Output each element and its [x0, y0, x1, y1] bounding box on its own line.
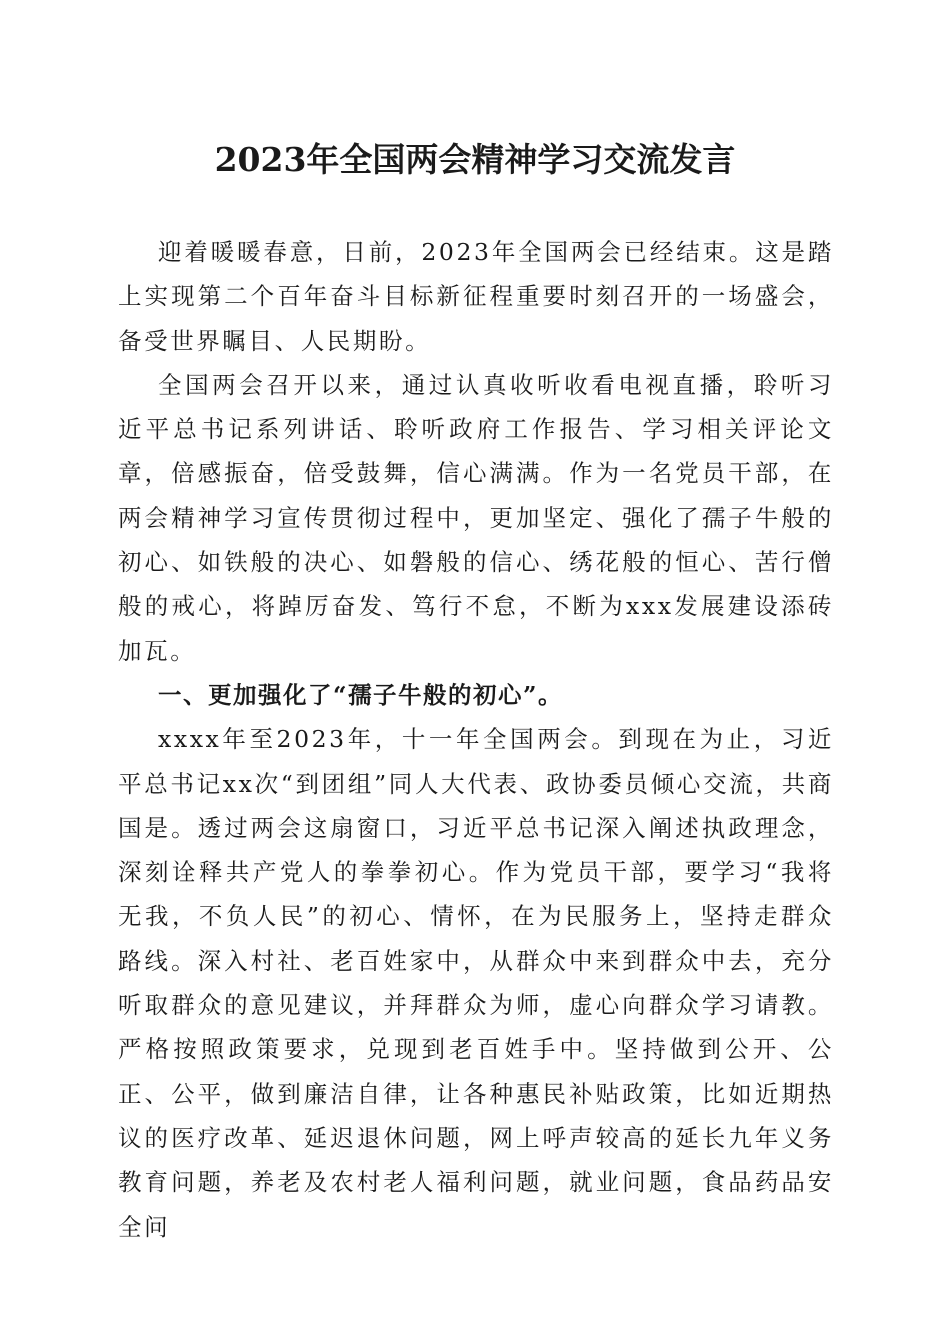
section-paragraph: xxxx年至2023年，十一年全国两会。到现在为止，习近平总书记xx次“到团组”同人大代表、政协委员倾心交流，共商国是。透过两会这扇窗口，习近平总书记深入阐述执政理念，深刻诠释共产党人的拳拳初心。作为党员干部，要学习“我将无我，不负人民”的初心、情怀，在为民服务上，坚持走群众路线。深入村社、老百姓家中，从群众中来到群众中去，充分听取群众的意见建议，并拜群众为师，虚心向群众学习请教。严格按照政策要求，兑现到老百姓手中。坚持做到公开、公正、公平，做到廉洁自律，让各种惠民补贴政策，比如近期热议的医疗改革、延迟退休问题，网上呼声较高的延长九年义务教育问题，养老及农村老人福利问题，就业问题，食品药品安全问: [118, 725, 834, 1241]
context-paragraph: 全国两会召开以来，通过认真收听收看电视直播，聆听习近平总书记系列讲话、聆听政府工作报告、学习相关评论文章，倍感振奋，倍受鼓舞，信心满满。作为一名党员干部，在两会精神学习宣传贯彻过程中，更加坚定、强化了孺子牛般的初心、如铁般的决心、如磐般的信心、绣花般的恒心、苦行僧般的戒心，将踔厉奋发、笃行不怠，不断为xxx发展建设添砖加瓦。: [118, 370, 834, 665]
document-body: [118, 230, 834, 1249]
intro-paragraph: 迎着暖暖春意，日前，2023年全国两会已经结束。这是踏上实现第二个百年奋斗目标新征程重要时刻召开的一场盛会，备受世界瞩目、人民期盼。: [118, 238, 834, 355]
document-title: 2023年全国两会精神学习交流发言: [214, 140, 736, 179]
section-heading: 一、更加强化了“孺子牛般的初心”。: [158, 680, 564, 709]
